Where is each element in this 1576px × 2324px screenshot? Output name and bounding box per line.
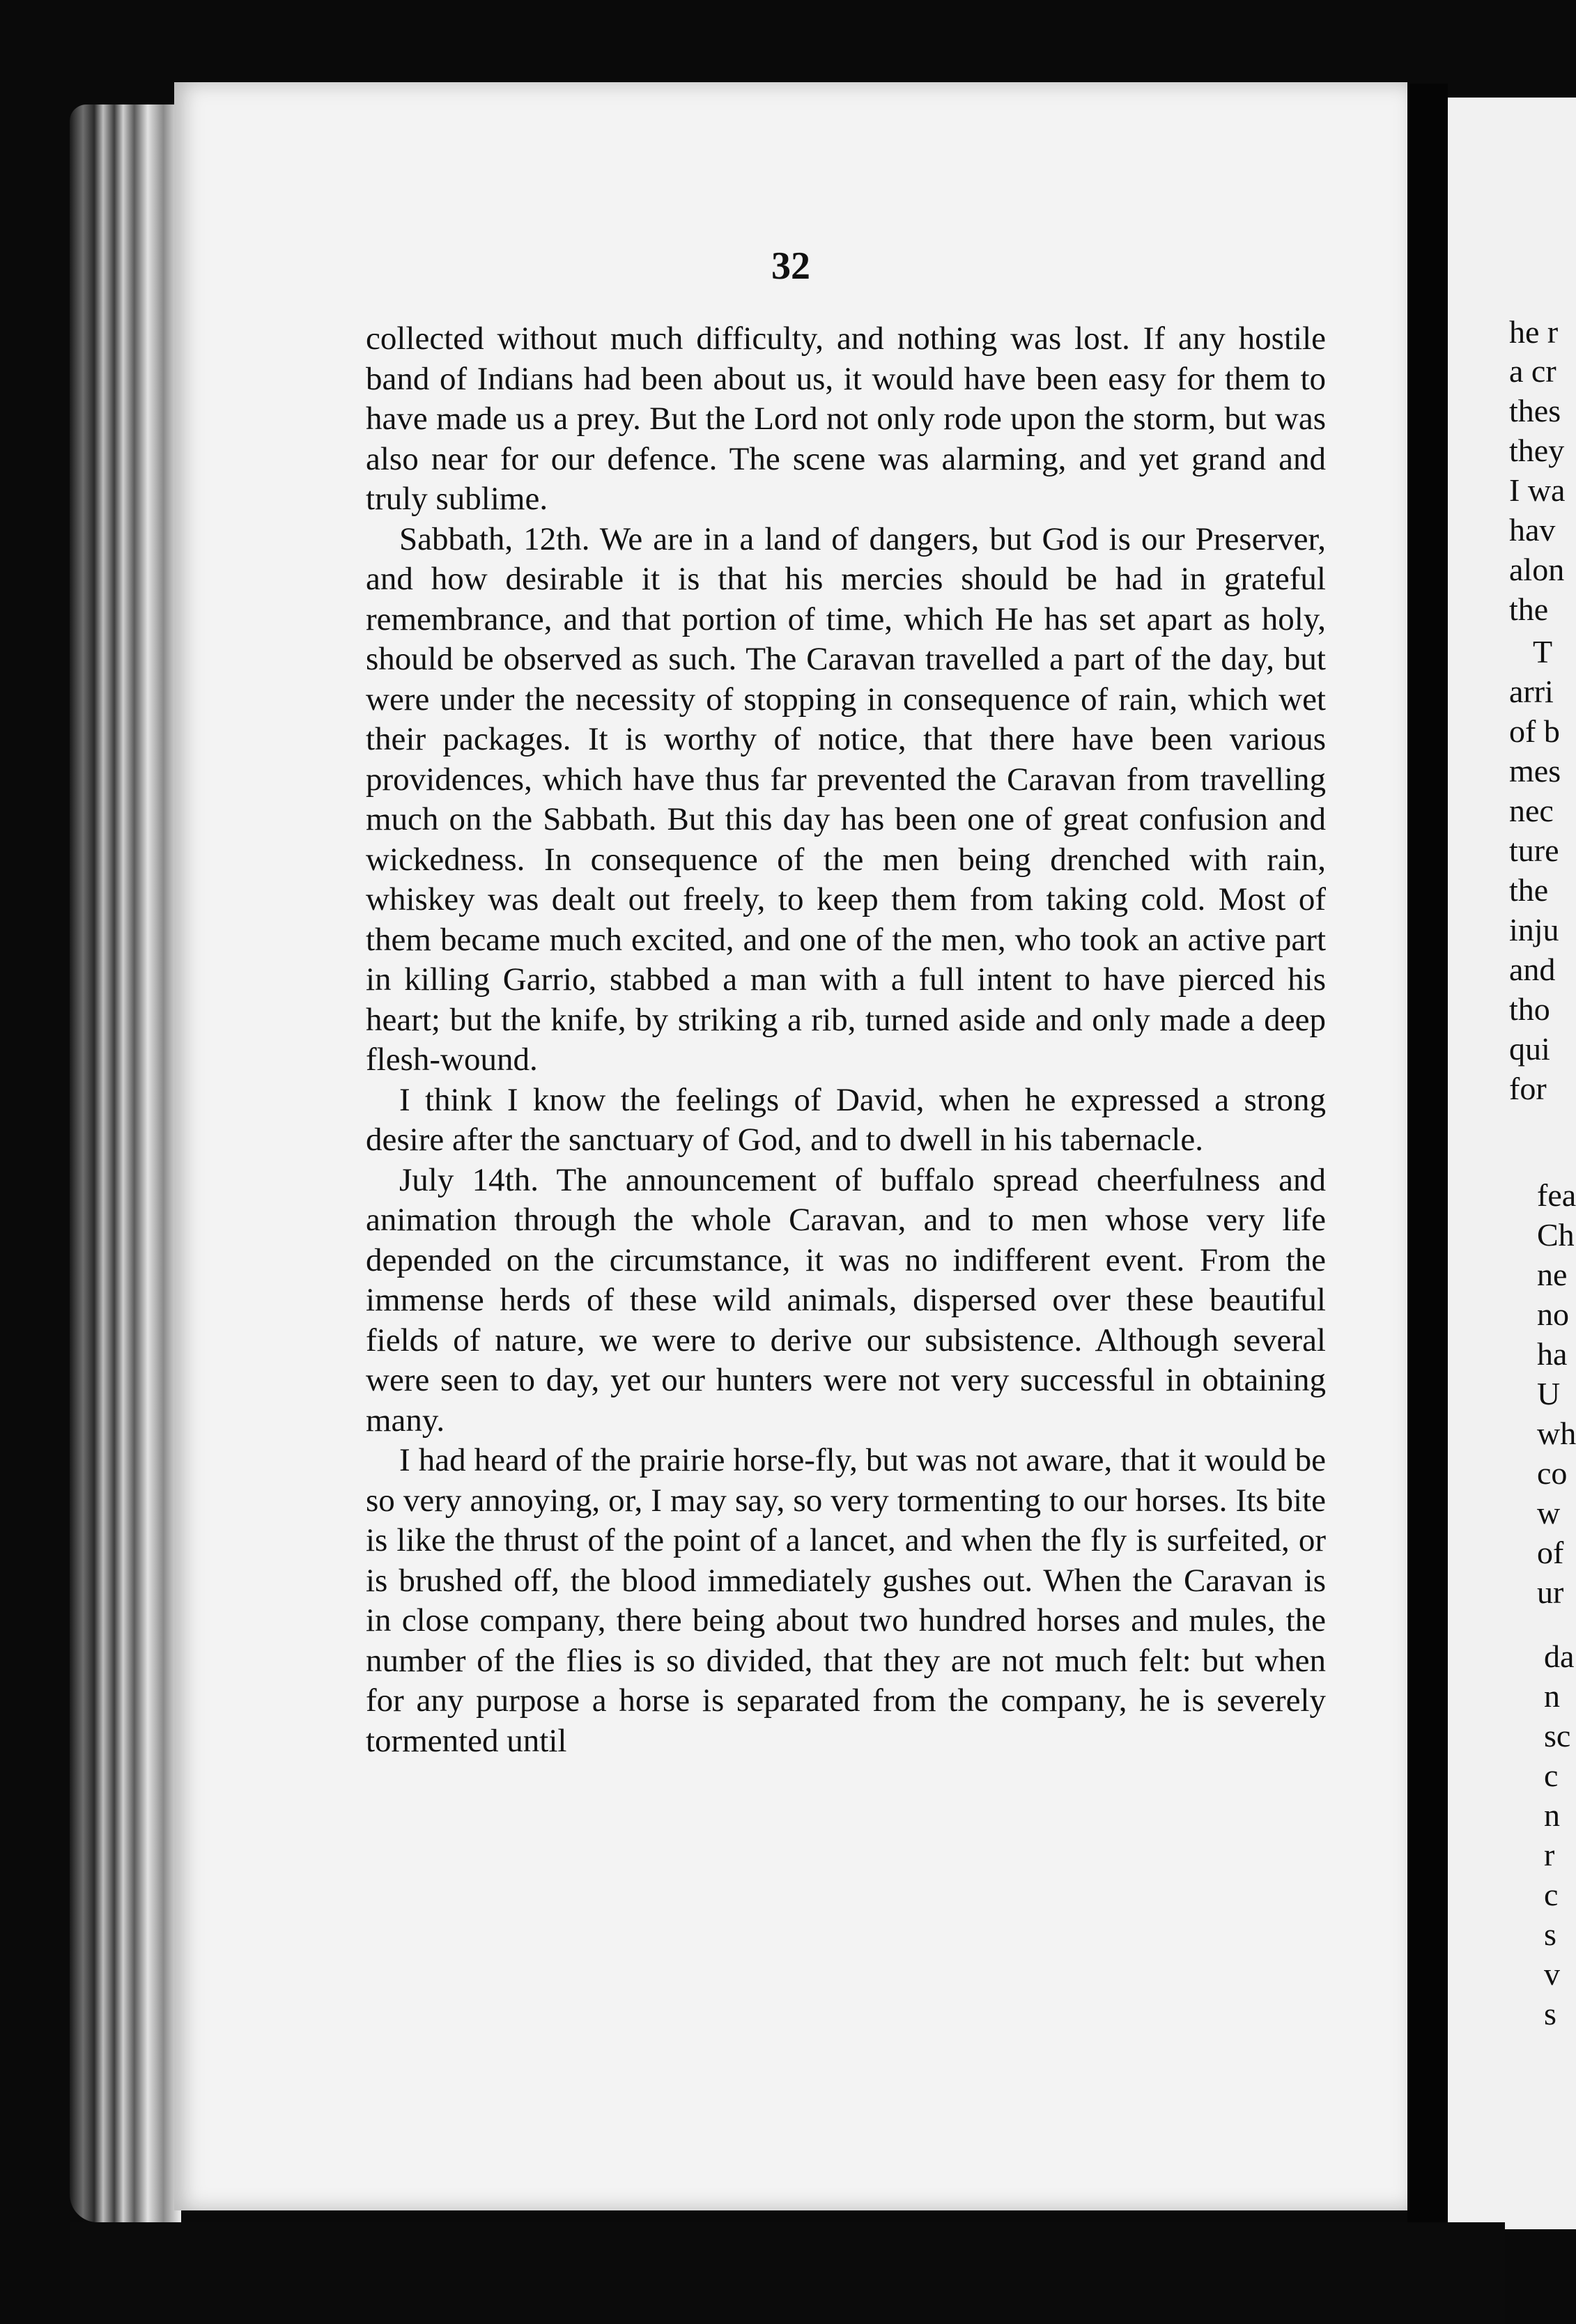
next-page-text: n xyxy=(1544,1678,1560,1714)
next-page-text: ne xyxy=(1537,1257,1568,1292)
next-page-text: inju xyxy=(1509,912,1559,947)
next-page-text: of b xyxy=(1509,713,1560,749)
next-page-text: Ch xyxy=(1537,1217,1575,1253)
next-page-text: I wa xyxy=(1509,472,1566,508)
next-page-text: co xyxy=(1537,1455,1568,1491)
paragraph: Sabbath, 12th. We are in a land of dangers, but God is our Preserver, and how desirable it is that his mercies should be had in grateful remembrance, and that portion of time, which He has set apart as holy, should be observed as such. The Caravan travelled a part of the day, but were under the necessity of stopping in consequence of rain, which wet their packages. It is worthy of notice, that there have been various providences, which have thus far prevented the Caravan from travelling much on the Sabbath. But this day has been one of great confusion and wickedness. In consequence of the men being drenched with rain, whiskey was dealt out freely, to keep them from taking cold. Most of them became much excited, and one of the men, who took an active part in killing Garrio, stabbed a man with a full intent to have pierced his heart; but the knife, by striking a rib, turned aside and only made a deep flesh-wound. xyxy=(366,520,1326,1078)
next-page-text: w xyxy=(1537,1495,1561,1531)
next-page-text: ture xyxy=(1509,832,1559,868)
next-page-text: T xyxy=(1533,634,1553,669)
next-page-text: s xyxy=(1544,1996,1556,2031)
next-page-text: he r xyxy=(1509,314,1559,350)
next-page-text: and xyxy=(1509,952,1556,987)
next-page-text: c xyxy=(1544,1758,1559,1793)
next-page-text: arri xyxy=(1509,674,1554,709)
next-page-text: wh xyxy=(1537,1416,1576,1451)
scan-bottom-border xyxy=(70,2222,1505,2324)
paragraph: July 14th. The announcement of buffalo spread cheerfulness and animation through the whole Caravan, and to men whose very life depended on the circumstance, it was no indifferent event. From the immense herds of these wild animals, dispersed over these beautiful fields of nature, we were to derive our subsistence. Although several were seen to day, yet our hunters were not very successful in obtaining many. xyxy=(366,1161,1326,1439)
next-page-text: ha xyxy=(1537,1336,1568,1372)
next-page-text: U xyxy=(1537,1376,1561,1411)
next-page-text: for xyxy=(1509,1071,1547,1106)
right-page-cropped xyxy=(1448,98,1576,2229)
next-page-text: tho xyxy=(1509,991,1550,1027)
next-page-text: hav xyxy=(1509,512,1556,548)
paragraph: I think I know the feelings of David, when he expressed a strong desire after the sanctuary of God, and to dwell in his tabernacle. xyxy=(366,1081,1326,1158)
next-page-text: mes xyxy=(1509,753,1561,789)
next-page-text: v xyxy=(1544,1956,1560,1992)
next-page-text: nec xyxy=(1509,793,1554,828)
next-page-text: qui xyxy=(1509,1031,1550,1067)
paragraph: I had heard of the prairie horse-fly, but was not aware, that it would be so very annoying, or, I may say, so very tormenting to our horses. Its bite is like the thrust of the point of a lancet, and when the fly is surfeited, or is brushed off, the blood immediately gushes out. When the Caravan is in close company, there being about two hundred horses and mules, the number of the flies is so divided, that they are not much felt: but when for any purpose a horse is separated from the company, he is severely tormented until xyxy=(366,1442,1326,1759)
next-page-text: r xyxy=(1544,1837,1555,1873)
page-edges xyxy=(70,104,181,2222)
paragraph: collected without much difficulty, and nothing was lost. If any hostile band of Indians had been about us, it would have been easy for them to have made us a prey. But the Lord not only rode upon the storm, but was also near for our defence. The scene was alarming, and yet grand and truly sublime. xyxy=(366,320,1326,517)
next-page-text: n xyxy=(1544,1797,1560,1833)
next-page-text: no xyxy=(1537,1296,1569,1332)
next-page-text: the xyxy=(1509,872,1549,908)
next-page-text: alon xyxy=(1509,552,1565,587)
page-number: 32 xyxy=(771,245,810,288)
next-page-text: ur xyxy=(1537,1574,1564,1610)
next-page-text: fea xyxy=(1537,1177,1576,1213)
next-page-text: c xyxy=(1544,1877,1559,1912)
next-page-text: they xyxy=(1509,433,1565,468)
next-page-text: a cr xyxy=(1509,353,1556,389)
next-page-text: sc xyxy=(1544,1718,1571,1753)
next-page-text: thes xyxy=(1509,393,1561,428)
body-text xyxy=(366,319,1326,1761)
next-page-text: s xyxy=(1544,1916,1556,1952)
gutter xyxy=(1407,84,1448,2229)
next-page-text: of xyxy=(1537,1535,1564,1570)
next-page-text: the xyxy=(1509,591,1549,627)
next-page-text: da xyxy=(1544,1639,1575,1674)
